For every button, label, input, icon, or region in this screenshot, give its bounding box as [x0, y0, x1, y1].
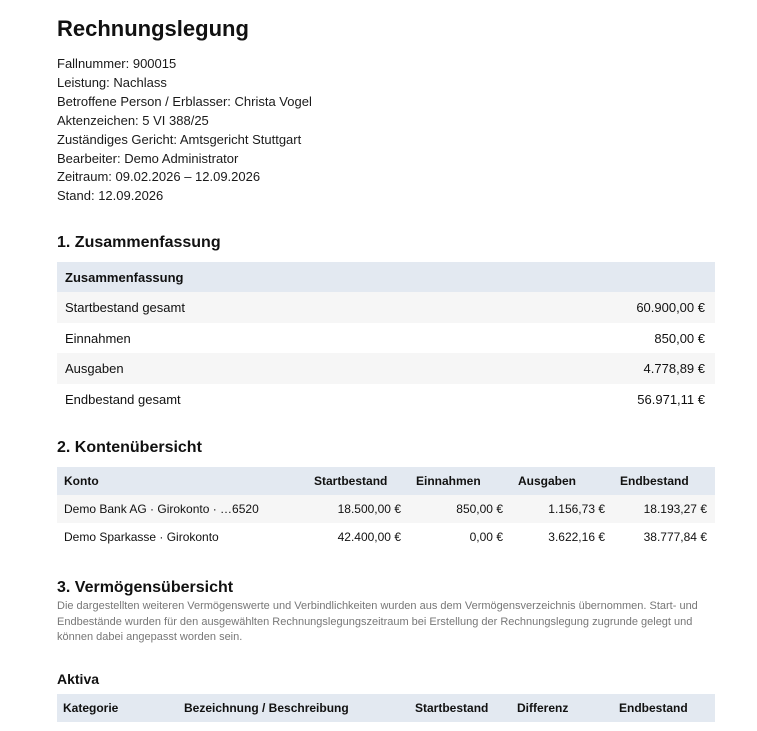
account-income: 0,00 € — [469, 530, 503, 545]
account-income: 850,00 € — [409, 495, 511, 523]
table-row — [57, 384, 715, 415]
meta-service: Leistung: Nachlass — [57, 74, 167, 90]
col-header-account: Konto — [57, 467, 307, 495]
account-start: 42.400,00 € — [337, 530, 401, 545]
table-row — [57, 353, 715, 384]
meta-court: Zuständiges Gericht: Amtsgericht Stuttgart — [57, 131, 302, 147]
summary-label: Endbestand gesamt — [57, 384, 459, 415]
summary-label: Ausgaben — [57, 353, 459, 384]
table-row — [57, 523, 715, 551]
section-summary-title: 1. Zusammenfassung — [57, 234, 221, 252]
col-header-income: Einnahmen — [409, 467, 511, 495]
account-end: 18.193,27 € — [613, 495, 715, 523]
col-header-expenses: Ausgaben — [511, 467, 613, 495]
section-assets-title: 3. Vermögensübersicht — [57, 579, 234, 597]
col-header-end: Endbestand — [613, 694, 715, 722]
col-header-end: Endbestand — [613, 467, 715, 495]
section-accounts-title: 2. Kontenübersicht — [57, 439, 202, 457]
aktiva-table — [57, 694, 715, 722]
summary-value: 56.971,11 € — [459, 384, 715, 415]
table-row — [57, 495, 715, 523]
col-header-description: Bezeichnung / Beschreibung — [178, 694, 409, 722]
assets-note: Die dargestellten weiteren Vermögenswerte und Verbindlichkeiten wurden aus dem Vermögensverzeichnis übernommen. Start- und Endbestände wurden für den ausgewählten Rechnungslegungszeitraum bei Erstellung der Rechnungslegung zugrunde gelegt und können dabei angepasst worden sein. — [57, 600, 698, 644]
table-row — [57, 292, 715, 323]
meta-date: Stand: 12.09.2026 — [57, 188, 164, 204]
page-title: Rechnungslegung — [57, 16, 249, 41]
meta-person: Betroffene Person / Erblasser: Christa Vogel — [57, 93, 312, 109]
account-name: Demo Sparkasse · Girokonto — [64, 530, 219, 545]
summary-value: 4.778,89 € — [459, 353, 715, 384]
summary-label: Startbestand gesamt — [57, 292, 459, 323]
meta-period: Zeitraum: 09.02.2026 – 12.09.2026 — [57, 169, 261, 185]
meta-file-reference: Aktenzeichen: 5 VI 388/25 — [57, 112, 209, 128]
account-start: 18.500,00 € — [307, 495, 409, 523]
meta-case-number: Fallnummer: 900015 — [57, 56, 177, 71]
aktiva-title: Aktiva — [57, 670, 100, 687]
summary-label: Einnahmen — [57, 323, 459, 354]
case-metadata — [57, 55, 715, 206]
col-header-category: Kategorie — [57, 694, 178, 722]
col-header-start: Startbestand — [409, 694, 511, 722]
summary-table — [57, 262, 715, 414]
col-header-start: Startbestand — [307, 467, 409, 495]
account-expenses: 1.156,73 € — [511, 495, 613, 523]
table-row — [57, 323, 715, 354]
accounts-table — [57, 467, 715, 551]
summary-value: 850,00 € — [459, 323, 715, 354]
col-header-difference: Differenz — [511, 694, 613, 722]
account-end: 38.777,84 € — [643, 530, 707, 545]
summary-table-header: Zusammenfassung — [57, 262, 715, 292]
account-expenses: 3.622,16 € — [548, 530, 605, 545]
meta-clerk: Bearbeiter: Demo Administrator — [57, 150, 239, 166]
summary-value: 60.900,00 € — [459, 292, 715, 323]
account-name: Demo Bank AG · Girokonto · …6520 — [57, 495, 307, 523]
